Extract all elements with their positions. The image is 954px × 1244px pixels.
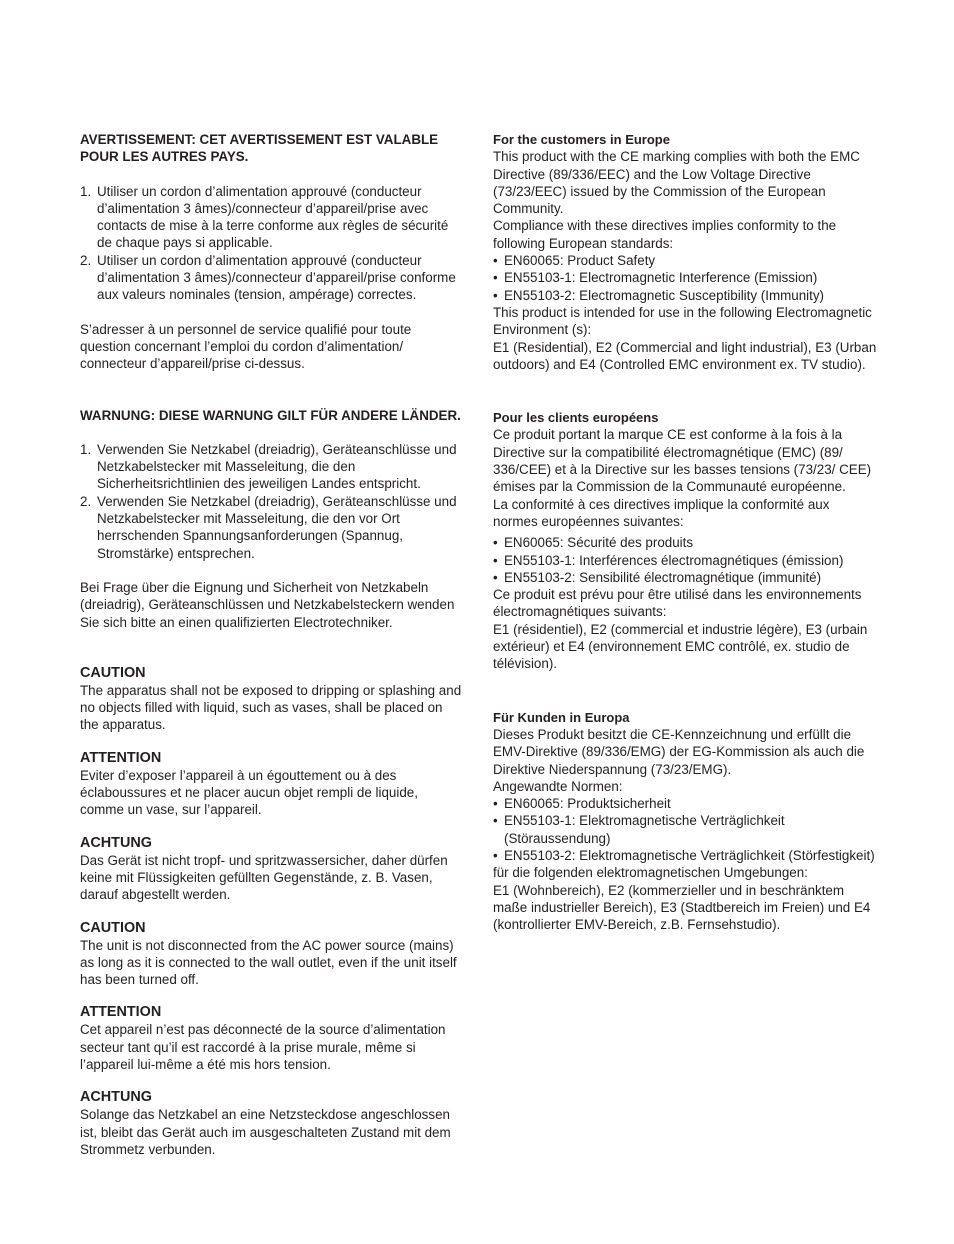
caution-text: The unit is not disconnected from the AC power source (mains) as long as it is connected to the wall outlet, even if the unit itself has been turned off. xyxy=(80,937,457,988)
caution-text: Solange das Netzkabel an eine Netzsteckdose angeschlossen ist, bleibt das Gerät auch im ausgeschalteten Zustand mit dem Strommetz verbunden. xyxy=(80,1107,451,1157)
fr-europe-intro2: La conformité à ces directives implique la conformité aux normes européennes suivantes: xyxy=(493,496,830,529)
en-europe-section xyxy=(493,131,877,373)
fr-warning-item-1: 1. Utiliser un cordon d’alimentation approuvé (conducteur d’alimentation 3 âmes)/connecteur d’appareil/prise avec contacts de mise à la terre conforme aux règles de sécurité de chaque pays si applicable. xyxy=(80,183,449,251)
de-europe-outro: für die folgenden elektromagnetischen Umgebungen: xyxy=(493,865,808,881)
de-europe-section xyxy=(493,709,877,934)
list-item: • EN55103-2: Electromagnetic Susceptibility (Immunity) xyxy=(493,287,825,303)
list-item: • EN55103-1: Interférences électromagnétiques (émission) xyxy=(493,552,844,568)
list-item: • EN60065: Product Safety xyxy=(493,253,656,269)
fr-warning-note: S’adresser à un personnel de service qualifié pour toute question concernant l’emploi du cordon d’alimentation/ connecteur d’appareil/prise ci-dessus. xyxy=(80,321,412,372)
caution-mains-de xyxy=(80,1088,464,1158)
fr-europe-standards xyxy=(493,534,877,586)
caution-text: Cet appareil n’est pas déconnecté de la source d’alimentation secteur tant qu’il est raccordé à la prise murale, même si l’appareil lui-même a été mis hors tension. xyxy=(80,1022,446,1072)
list-item: • EN60065: Sécurité des produits xyxy=(493,535,694,551)
caution-dripping-de xyxy=(80,834,464,904)
caution-heading: CAUTION xyxy=(80,919,146,936)
caution-text: Eviter d’exposer l’appareil à un égouttement ou à des éclaboussures et ne placer aucun objet rempli de liquide, comme un vase, sur l’appareil. xyxy=(80,767,418,818)
en-europe-title: For the customers in Europe xyxy=(493,132,670,147)
fr-power-cord-warning xyxy=(80,131,464,373)
de-warning-list xyxy=(80,441,464,562)
de-europe-outro2: E1 (Wohnbereich), E2 (kommerzieller und in beschränktem maße industrieller Bereich), E3 (Stadtbereich im Freien) und E4 (kontrollierter EMV-Bereich, z.B. Fernsehstudio). xyxy=(493,882,871,933)
fr-warning-title: AVERTISSEMENT: CET AVERTISSEMENT EST VALABLE POUR LES AUTRES PAYS. xyxy=(80,132,439,165)
de-warning-item-1: 1. Verwenden Sie Netzkabel (dreiadrig), Geräteanschlüsse und Netzkabelstecker mit Masseleitung, die den Sicherheitsrichtlinien des jeweiligen Landes entspricht. xyxy=(80,441,457,492)
de-warning-item-2: 2. Verwenden Sie Netzkabel (dreiadrig), Geräteanschlüsse und Netzkabelstecker mit Masseleitung, die den vor Ort herrschenden Spannungsanforderungen (Spannug, Stromstärke) entsprechen. xyxy=(80,493,457,561)
de-warning-note: Bei Frage über die Eignung und Sicherheit von Netzkabeln (dreiadrig), Geräteanschlüssen und Netzkabelsteckern wenden Sie sich bitte an einen qualifizierten Electrotechniker. xyxy=(80,579,455,630)
caution-heading: CAUTION xyxy=(80,664,146,681)
fr-warning-item-2: 2. Utiliser un cordon d’alimentation approuvé (conducteur d’alimentation 3 âmes)/connecteur d’appareil/prise conforme aux valeurs nominales (tension, ampérage) correctes. xyxy=(80,252,456,303)
caution-dripping-fr xyxy=(80,749,464,819)
en-europe-intro: This product with the CE marking complies with both the EMC Directive (89/336/EEC) and the Low Voltage Directive (73/23/EEC) issued by the Commission of the European Community. xyxy=(493,149,860,217)
list-item: • EN55103-2: Sensibilité électromagnétique (immunité) xyxy=(493,569,822,585)
caution-text: Das Gerät ist nicht tropf- und spritzwassersicher, daher dürfen keine mit Flüssigkeiten gefüllten Gegenstände, z. B. Vasen, darauf abgestellt werden. xyxy=(80,852,448,903)
en-europe-outro2: E1 (Residential), E2 (Commercial and light industrial), E3 (Urban outdoors) and E4 (Controlled EMC environment ex. TV studio). xyxy=(493,339,877,372)
caution-heading: ATTENTION xyxy=(80,749,162,766)
caution-mains-en xyxy=(80,919,464,989)
left-column xyxy=(80,131,464,1173)
list-item: • EN60065: Produktsicherheit xyxy=(493,796,671,812)
caution-heading: ACHTUNG xyxy=(80,834,152,851)
en-europe-intro2: Compliance with these directives implies conformity to the following European standards: xyxy=(493,218,837,251)
fr-europe-outro2: E1 (résidentiel), E2 (commercial et industrie légère), E3 (urbain extérieur) et E4 (environnement EMC contrôlé, ex. studio de télévision). xyxy=(493,621,868,672)
de-europe-standards xyxy=(493,795,877,864)
caution-mains-fr xyxy=(80,1003,464,1073)
fr-europe-section xyxy=(493,409,877,672)
caution-dripping-en xyxy=(80,664,464,734)
caution-text: The apparatus shall not be exposed to dripping or splashing and no objects filled with liquid, such as vases, shall be placed on the apparatus. xyxy=(80,682,462,733)
fr-europe-intro: Ce produit portant la marque CE est conforme à la fois à la Directive sur la compatibilité électromagnétique (EMC) (89/ 336/CEE) et à la Directive sur les basses tensions (73/23/ CEE) émises par la Commission de la Communauté européenne. xyxy=(493,427,872,495)
en-europe-standards xyxy=(493,252,877,304)
de-europe-intro2: Angewandte Normen: xyxy=(493,778,623,794)
list-item: • EN55103-2: Elektromagnetische Verträglichkeit (Störfestigkeit) xyxy=(493,847,875,863)
right-column xyxy=(493,131,877,933)
list-item: • EN55103-1: Electromagnetic Interference (Emission) xyxy=(493,270,818,286)
de-warning-title: WARNUNG: DIESE WARNUNG GILT FÜR ANDERE LÄNDER. xyxy=(80,407,461,423)
caution-heading: ACHTUNG xyxy=(80,1089,152,1106)
fr-europe-title: Pour les clients européens xyxy=(493,410,659,426)
fr-warning-list xyxy=(80,183,464,304)
de-europe-intro: Dieses Produkt besitzt die CE-Kennzeichnung und erfüllt die EMV-Direktive (89/336/EMG) der EG-Kommission als auch die Direktive Niederspannung (73/23/EMG). xyxy=(493,726,865,777)
fr-europe-outro: Ce produit est prévu pour être utilisé dans les environnements électromagnétiques suivants: xyxy=(493,587,862,620)
list-item: • EN55103-1: Elektromagnetische Verträglichkeit (Störaussendung) xyxy=(493,813,785,846)
en-europe-outro: This product is intended for use in the following Electromagnetic Environment (s): xyxy=(493,304,872,338)
de-power-cord-warning xyxy=(80,407,464,631)
de-europe-title: Für Kunden in Europa xyxy=(493,709,630,725)
caution-heading: ATTENTION xyxy=(80,1004,162,1021)
